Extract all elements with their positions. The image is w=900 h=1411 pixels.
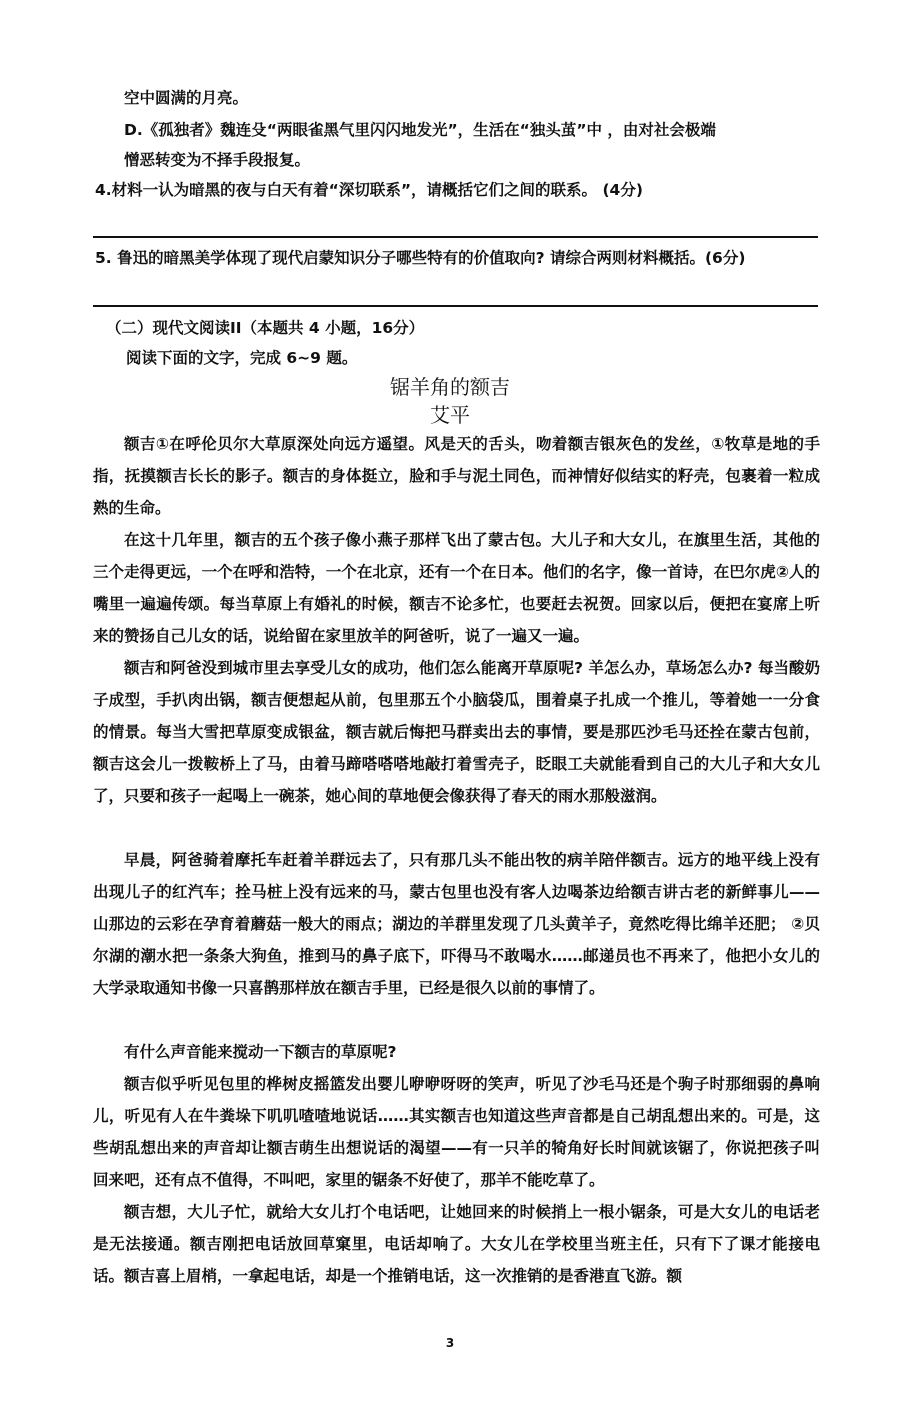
section-instruction: 阅读下面的文字，完成 6~9 题。 (126, 349, 358, 367)
article-title: 锯羊角的额吉 (390, 375, 510, 399)
question-4: 4.材料一认为暗黑的夜与白天有着“深切联系”，请概括它们之间的联系。 (4分) (95, 181, 643, 199)
article-paragraph-5: 有什么声音能来搅动一下额吉的草原呢? (124, 1043, 397, 1061)
article-paragraph-3: 额吉和阿爸没到城市里去享受儿女的成功，他们怎么能离开草原呢? 羊怎么办，草场怎么办? 每当酸奶子成型，手扒肉出锅，额吉便想起从前，包里那五个小脑袋瓜，围着桌子扎成一个推儿，等着她一一分食的情景。每当大雪把草原变成银盆，额吉就后悔把马群卖出去的事情，要是那匹沙毛马还拴在蒙古包前，额吉这会儿一拨鞍桥上了马，由着马蹄嗒嗒嗒地敲打着雪壳子，眨眼工夫就能看到自己的大儿子和大女儿了，只要和孩子一起喝上一碗茶，她心间的草地便会像获得了春天的雨水那般滋润。 (93, 659, 820, 805)
article-paragraph-2: 在这十几年里，额吉的五个孩子像小燕子那样飞出了蒙古包。大儿子和大女儿，在旗里生活，其他的三个走得更远，一个在呼和浩特，一个在北京，还有一个在日本。他们的名字，像一首诗，在巴尔虎②人的嘴里一遍遍传颂。每当草原上有婚礼的时候，额吉不论多忙，也要赶去祝贺。回家以后，便把在宴席上听来的赞扬自己儿女的话，说给留在家里放羊的阿爸听，说了一遍又一遍。 (93, 531, 820, 645)
article-paragraph-4: 早晨，阿爸骑着摩托车赶着羊群远去了，只有那几头不能出牧的病羊陪伴额吉。远方的地平线上没有出现儿子的红汽车；拴马桩上没有远来的马，蒙古包里也没有客人边喝茶边给额吉讲古老的新鲜事儿——山那边的云彩在孕育着蘑菇一般大的雨点；湖边的羊群里发现了几头黄羊子，竟然吃得比绵羊还肥； ②贝尔湖的潮水把一条条大狗鱼，推到马的鼻子底下，吓得马不敢喝水……邮递员也不再来了，他把小女儿的大学录取通知书像一只喜鹊那样放在额吉手里，已经是很久以前的事情了。 (93, 851, 820, 997)
article-paragraph-1: 额吉①在呼伦贝尔大草原深处向远方遥望。风是天的舌头，吻着额吉银灰色的发丝，①牧草是地的手指，抚摸额吉长长的影子。额吉的身体挺立，脸和手与泥土同色，而神情好似结实的籽壳，包裹着一粒成熟的生命。 (93, 435, 820, 517)
article-paragraph-6: 额吉似乎听见包里的桦树皮摇篮发出婴儿咿咿呀呀的笑声，听见了沙毛马还是个驹子时那细弱的鼻响儿，听见有人在牛粪垛下叽叽喳喳地说话……其实额吉也知道这些声音都是自己胡乱想出来的。可是，这些胡乱想出来的声音却让额吉萌生出想说话的渴望——有一只羊的犄角好长时间就该锯了，你说把孩子叫回来吧，还有点不值得，不叫吧，家里的锯条不好使了，那羊不能吃草了。 (93, 1075, 820, 1189)
answer-line-q5[interactable] (93, 305, 818, 307)
article-author: 艾平 (430, 403, 470, 427)
option-d-line1: D.《孤独者》魏连殳“两眼雀黑气里闪闪地发光”，生活在“独头茧”中 ，由对社会极端 (124, 121, 716, 139)
article-paragraph-7: 额吉想，大儿子忙，就给大女儿打个电话吧，让她回来的时候捎上一根小锯条，可是大女儿的电话老是无法接通。额吉刚把电话放回草窠里，电话却响了。大女儿在学校里当班主任，只有下了课才能接电话。额吉喜上眉梢，一拿起电话，却是一个推销电话，这一次推销的是香港直飞游。额 (93, 1203, 820, 1285)
option-d-line2: 憎恶转变为不择手段报复。 (124, 151, 311, 169)
question-5: 5. 鲁迅的暗黑美学体现了现代启蒙知识分子哪些特有的价值取向? 请综合两则材料概括。(6分) (95, 249, 746, 267)
answer-line-q4[interactable] (93, 236, 818, 238)
option-c-tail: 空中圆满的月亮。 (124, 89, 249, 107)
section-heading: （二）现代文阅读II（本题共 4 小题，16分） (106, 319, 425, 337)
page-number: 3 (445, 1336, 455, 1350)
